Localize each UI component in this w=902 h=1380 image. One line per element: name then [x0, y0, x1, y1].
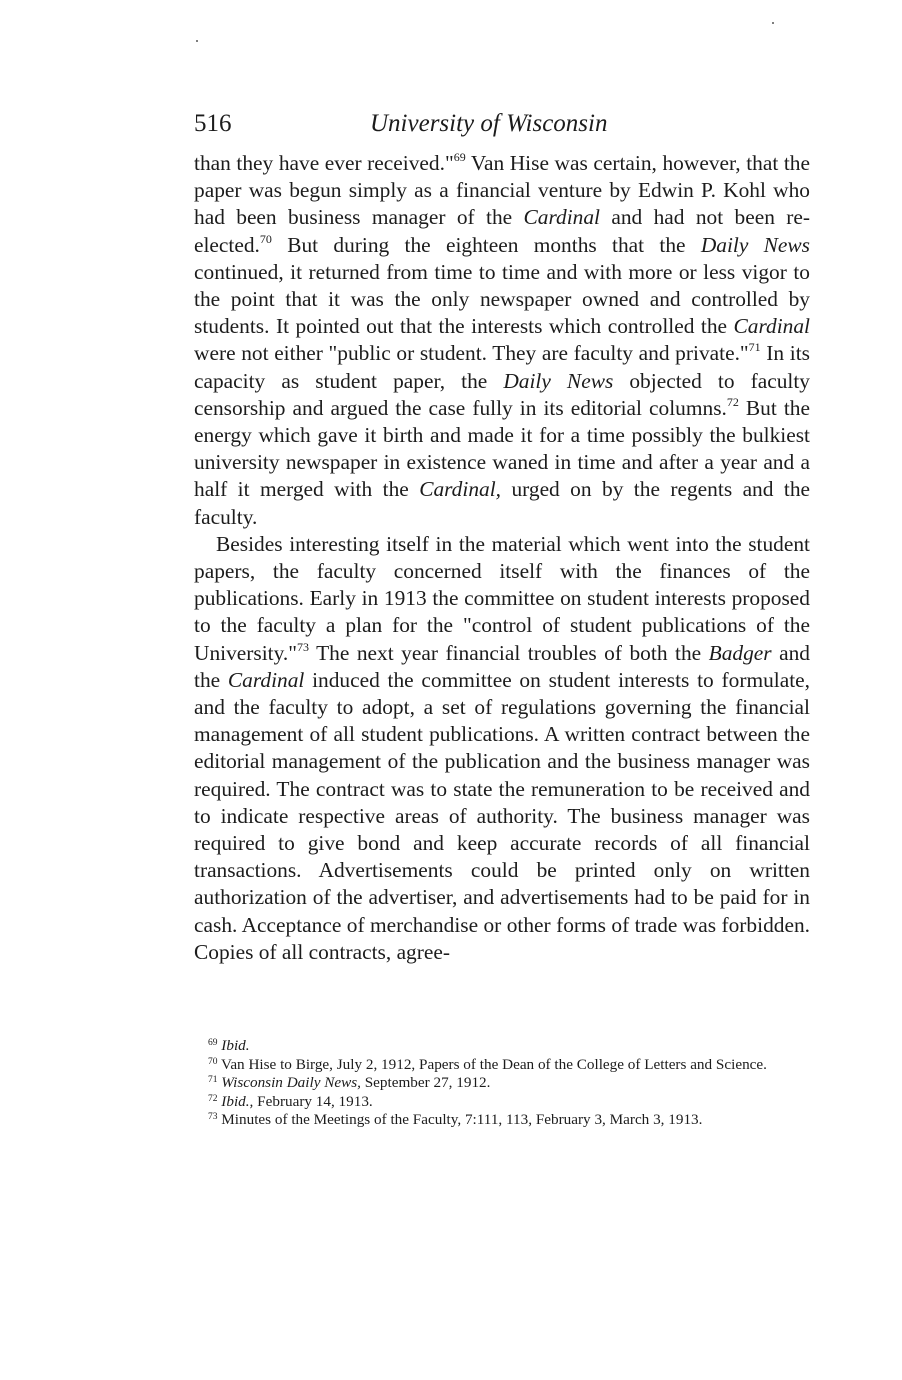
italic-title: Daily News — [700, 232, 810, 257]
italic-title: Daily News — [503, 368, 614, 393]
footnote-70 — [196, 1056, 810, 1075]
paragraph — [194, 150, 810, 531]
footnote-italic: Wisconsin Daily News, — [221, 1074, 361, 1092]
footnote-italic: Ibid., — [221, 1092, 254, 1110]
italic-title: Cardinal, — [419, 477, 502, 502]
footnote-69 — [196, 1037, 810, 1056]
footnote-ref-70[interactable]: 70 — [259, 231, 272, 246]
footnote-72 — [196, 1093, 810, 1112]
italic-title: Cardinal — [227, 667, 305, 692]
footnote-text: Van Hise to Birge, July 2, 1912, Papers of the Dean of the College of Letters and Science. — [221, 1055, 767, 1073]
footnote-71 — [196, 1074, 810, 1093]
italic-title: Badger — [708, 640, 772, 665]
footnote-number: 69 — [208, 1038, 218, 1048]
footnote-ref-71[interactable]: 71 — [748, 340, 761, 355]
text-run: and the — [194, 640, 810, 692]
footnote-73 — [196, 1111, 810, 1130]
text-run: were not either "public or student. They are faculty and private." — [194, 341, 749, 366]
footnote-ref-69[interactable]: 69 — [453, 150, 466, 164]
paragraph — [194, 531, 810, 966]
text-run: The next year financial troubles of both the — [309, 640, 709, 665]
print-speck — [196, 40, 198, 42]
text-run: than they have ever received." — [194, 151, 454, 175]
footnote-number: 73 — [208, 1112, 218, 1123]
footnote-number: 72 — [208, 1093, 218, 1104]
footnote-ref-72[interactable]: 72 — [726, 394, 739, 409]
text-run: But during the eighteen months that the — [271, 232, 701, 257]
text-run: and had not been re-elected. — [194, 205, 810, 257]
italic-title: Cardinal — [733, 314, 810, 339]
body-text — [194, 150, 810, 966]
footnote-ref-73[interactable]: 73 — [297, 639, 309, 654]
footnote-italic: Ibid. — [221, 1037, 250, 1054]
footnote-number: 71 — [208, 1075, 218, 1086]
footnote-text: February 14, 1913. — [253, 1092, 373, 1110]
running-title: University of Wisconsin — [370, 110, 608, 137]
text-run: Van Hise was certain, however, that the paper was begun simply as a financial venture by Edwin P. Kohl who had been business manager of the — [194, 151, 810, 230]
text-run: In its capacity as student paper, the — [194, 341, 810, 393]
page-header — [194, 110, 810, 144]
text-run: Besides interesting itself in the material which went into the student papers, the faculty concerned itself with the finances of the publications. Early in 1913 the committee on student interests proposed to the faculty a plan for the "control of student publications of the University." — [194, 531, 810, 665]
text-run: objected to faculty censorship and argued the case fully in its editorial columns. — [194, 368, 810, 420]
text-run: continued, it returned from time to time and with more or less vigor to the point that it was the only newspaper owned and controlled by students. It pointed out that the interests which controlled the — [194, 259, 810, 339]
text-run: induced the committee on student interests to formulate, and the faculty to adopt, a set of regulations governing the financial management of all student publications. A written contract between the editorial management of the publication and the business manager was required. The contract was to state the remuneration to be received and to indicate respective areas of authority. The business manager was required to give bond and keep accurate records of all financial transactions. Advertisements could be printed only on written authorization of the advertiser, and advertisements had to be paid for in cash. Acceptance of merchandise or other forms of trade was forbidden. Copies of all contracts, agree- — [194, 667, 810, 964]
footnotes — [196, 1037, 810, 1130]
footnote-text: September 27, 1912. — [360, 1074, 491, 1092]
italic-title: Cardinal — [523, 205, 600, 230]
footnote-number: 70 — [208, 1056, 218, 1067]
print-speck — [772, 22, 774, 24]
text-run: urged on by the regents and the faculty. — [194, 477, 811, 529]
footnote-text: Minutes of the Meetings of the Faculty, 7:111, 113, February 3, March 3, 1913. — [221, 1111, 703, 1129]
text-run: But the energy which gave it birth and made it for a time possibly the bulkiest university newspaper in existence waned in time and after a year and a half it merged with the — [194, 395, 811, 502]
page-number: 516 — [194, 110, 232, 137]
